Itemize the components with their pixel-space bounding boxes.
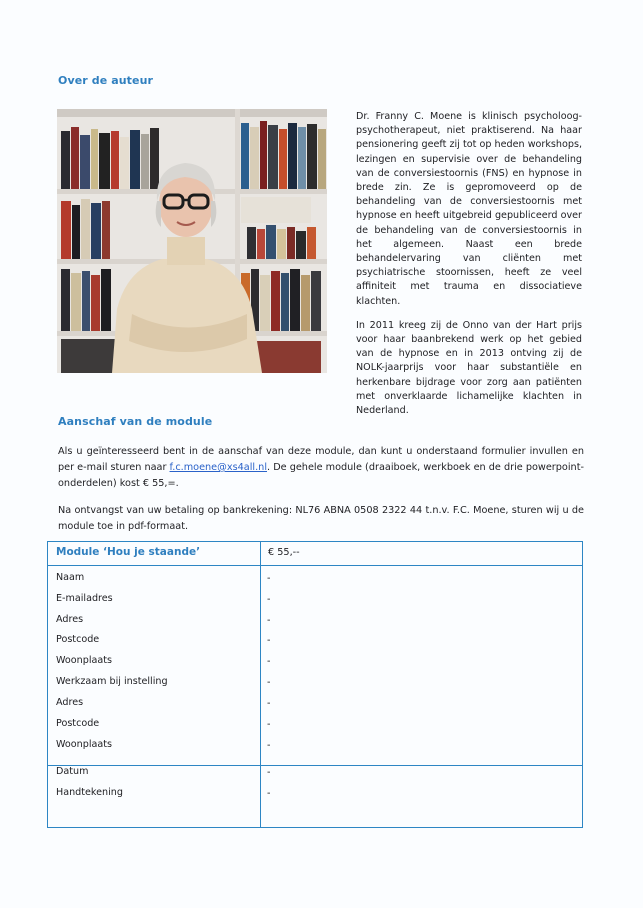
purchase-paragraph-1	[58, 444, 584, 492]
bio-paragraph-1: Dr. Franny C. Moene is klinisch psycholoog-psychotherapeut, niet praktiserend. Na haar pensionering geeft zij tot op heden workshops, lezingen en supervisie over de behandeling van de conversiestoornis (FNS) en hypnose in brede zin. Ze is gepromoveerd op de behandeling van de conversiestoornis met hypnose en heeft uitgebreid gepubliceerd over de behandeling van de conversiestoornis in het algemeen. Naast een brede behandelervaring van cliënten met psychiatrische stoornissen, heeft ze veel affiniteit met trauma en dissociatieve klachten.	[356, 111, 582, 307]
purchase-text-after: . De gehele module (draaiboek, werkboek en de drie powerpoint-onderdelen) kost € 55,=.	[58, 462, 584, 489]
field-value-emailadres[interactable]: -	[267, 594, 271, 605]
field-label-werkzaam-bij-instelling: Werkzaam bij instelling	[56, 676, 168, 687]
field-label-handtekening: Handtekening	[56, 787, 123, 798]
form-price: € 55,--	[268, 547, 300, 558]
purchase-paragraph-2: Na ontvangst van uw betaling op bankrekening: NL76 ABNA 0508 2322 44 t.n.v. F.C. Moene, sturen wij u de module toe in pdf-formaat.	[58, 505, 584, 532]
field-value-instelling-adres[interactable]: -	[267, 698, 271, 709]
field-value-adres[interactable]: -	[267, 615, 271, 626]
field-label-postcode: Postcode	[56, 634, 100, 645]
purchase-text-before: Als u geïnteresseerd bent in de aanschaf van deze module, dan kunt u onderstaand formulier invullen en per e-mail sturen naar	[58, 446, 584, 473]
about-heading: Over de auteur	[58, 74, 154, 87]
field-label-woonplaats: Woonplaats	[56, 655, 113, 666]
bio-paragraph-2: In 2011 kreeg zij de Onno van der Hart prijs voor haar baanbrekend werk op het gebied van de hypnose en in 2013 ontving zij de NOLK-jaarprijs voor haar substantiële en herkenbare bijdrage voor zorg aan patiënten met onverklaarde lichamelijke klachten in Nederland.	[356, 319, 582, 417]
field-label-instelling-adres: Adres	[56, 697, 84, 708]
form-header-divider	[48, 565, 582, 566]
field-label-adres: Adres	[56, 614, 84, 625]
form-title: Module ‘Hou je staande’	[56, 546, 201, 558]
field-label-instelling-postcode: Postcode	[56, 718, 100, 729]
form-column-divider	[260, 542, 261, 827]
field-value-werkzaam-bij-instelling[interactable]: -	[267, 677, 271, 688]
author-bio	[356, 110, 582, 418]
field-value-handtekening[interactable]: -	[267, 788, 271, 799]
field-label-naam: Naam	[56, 572, 85, 583]
field-value-woonplaats[interactable]: -	[267, 656, 271, 667]
field-value-postcode[interactable]: -	[267, 635, 271, 646]
field-value-instelling-woonplaats[interactable]: -	[267, 740, 271, 751]
field-label-instelling-woonplaats: Woonplaats	[56, 739, 113, 750]
form-footer-divider	[48, 765, 582, 766]
purchase-heading: Aanschaf van de module	[58, 415, 213, 428]
email-link[interactable]: f.c.moene@xs4all.nl	[169, 462, 268, 473]
field-value-instelling-postcode[interactable]: -	[267, 719, 271, 730]
field-label-emailadres: E-mailadres	[56, 593, 113, 604]
order-form	[47, 541, 583, 828]
author-photo	[57, 109, 327, 373]
field-value-naam[interactable]: -	[267, 573, 271, 584]
field-value-datum[interactable]: -	[267, 767, 271, 778]
field-label-datum: Datum	[56, 766, 89, 777]
